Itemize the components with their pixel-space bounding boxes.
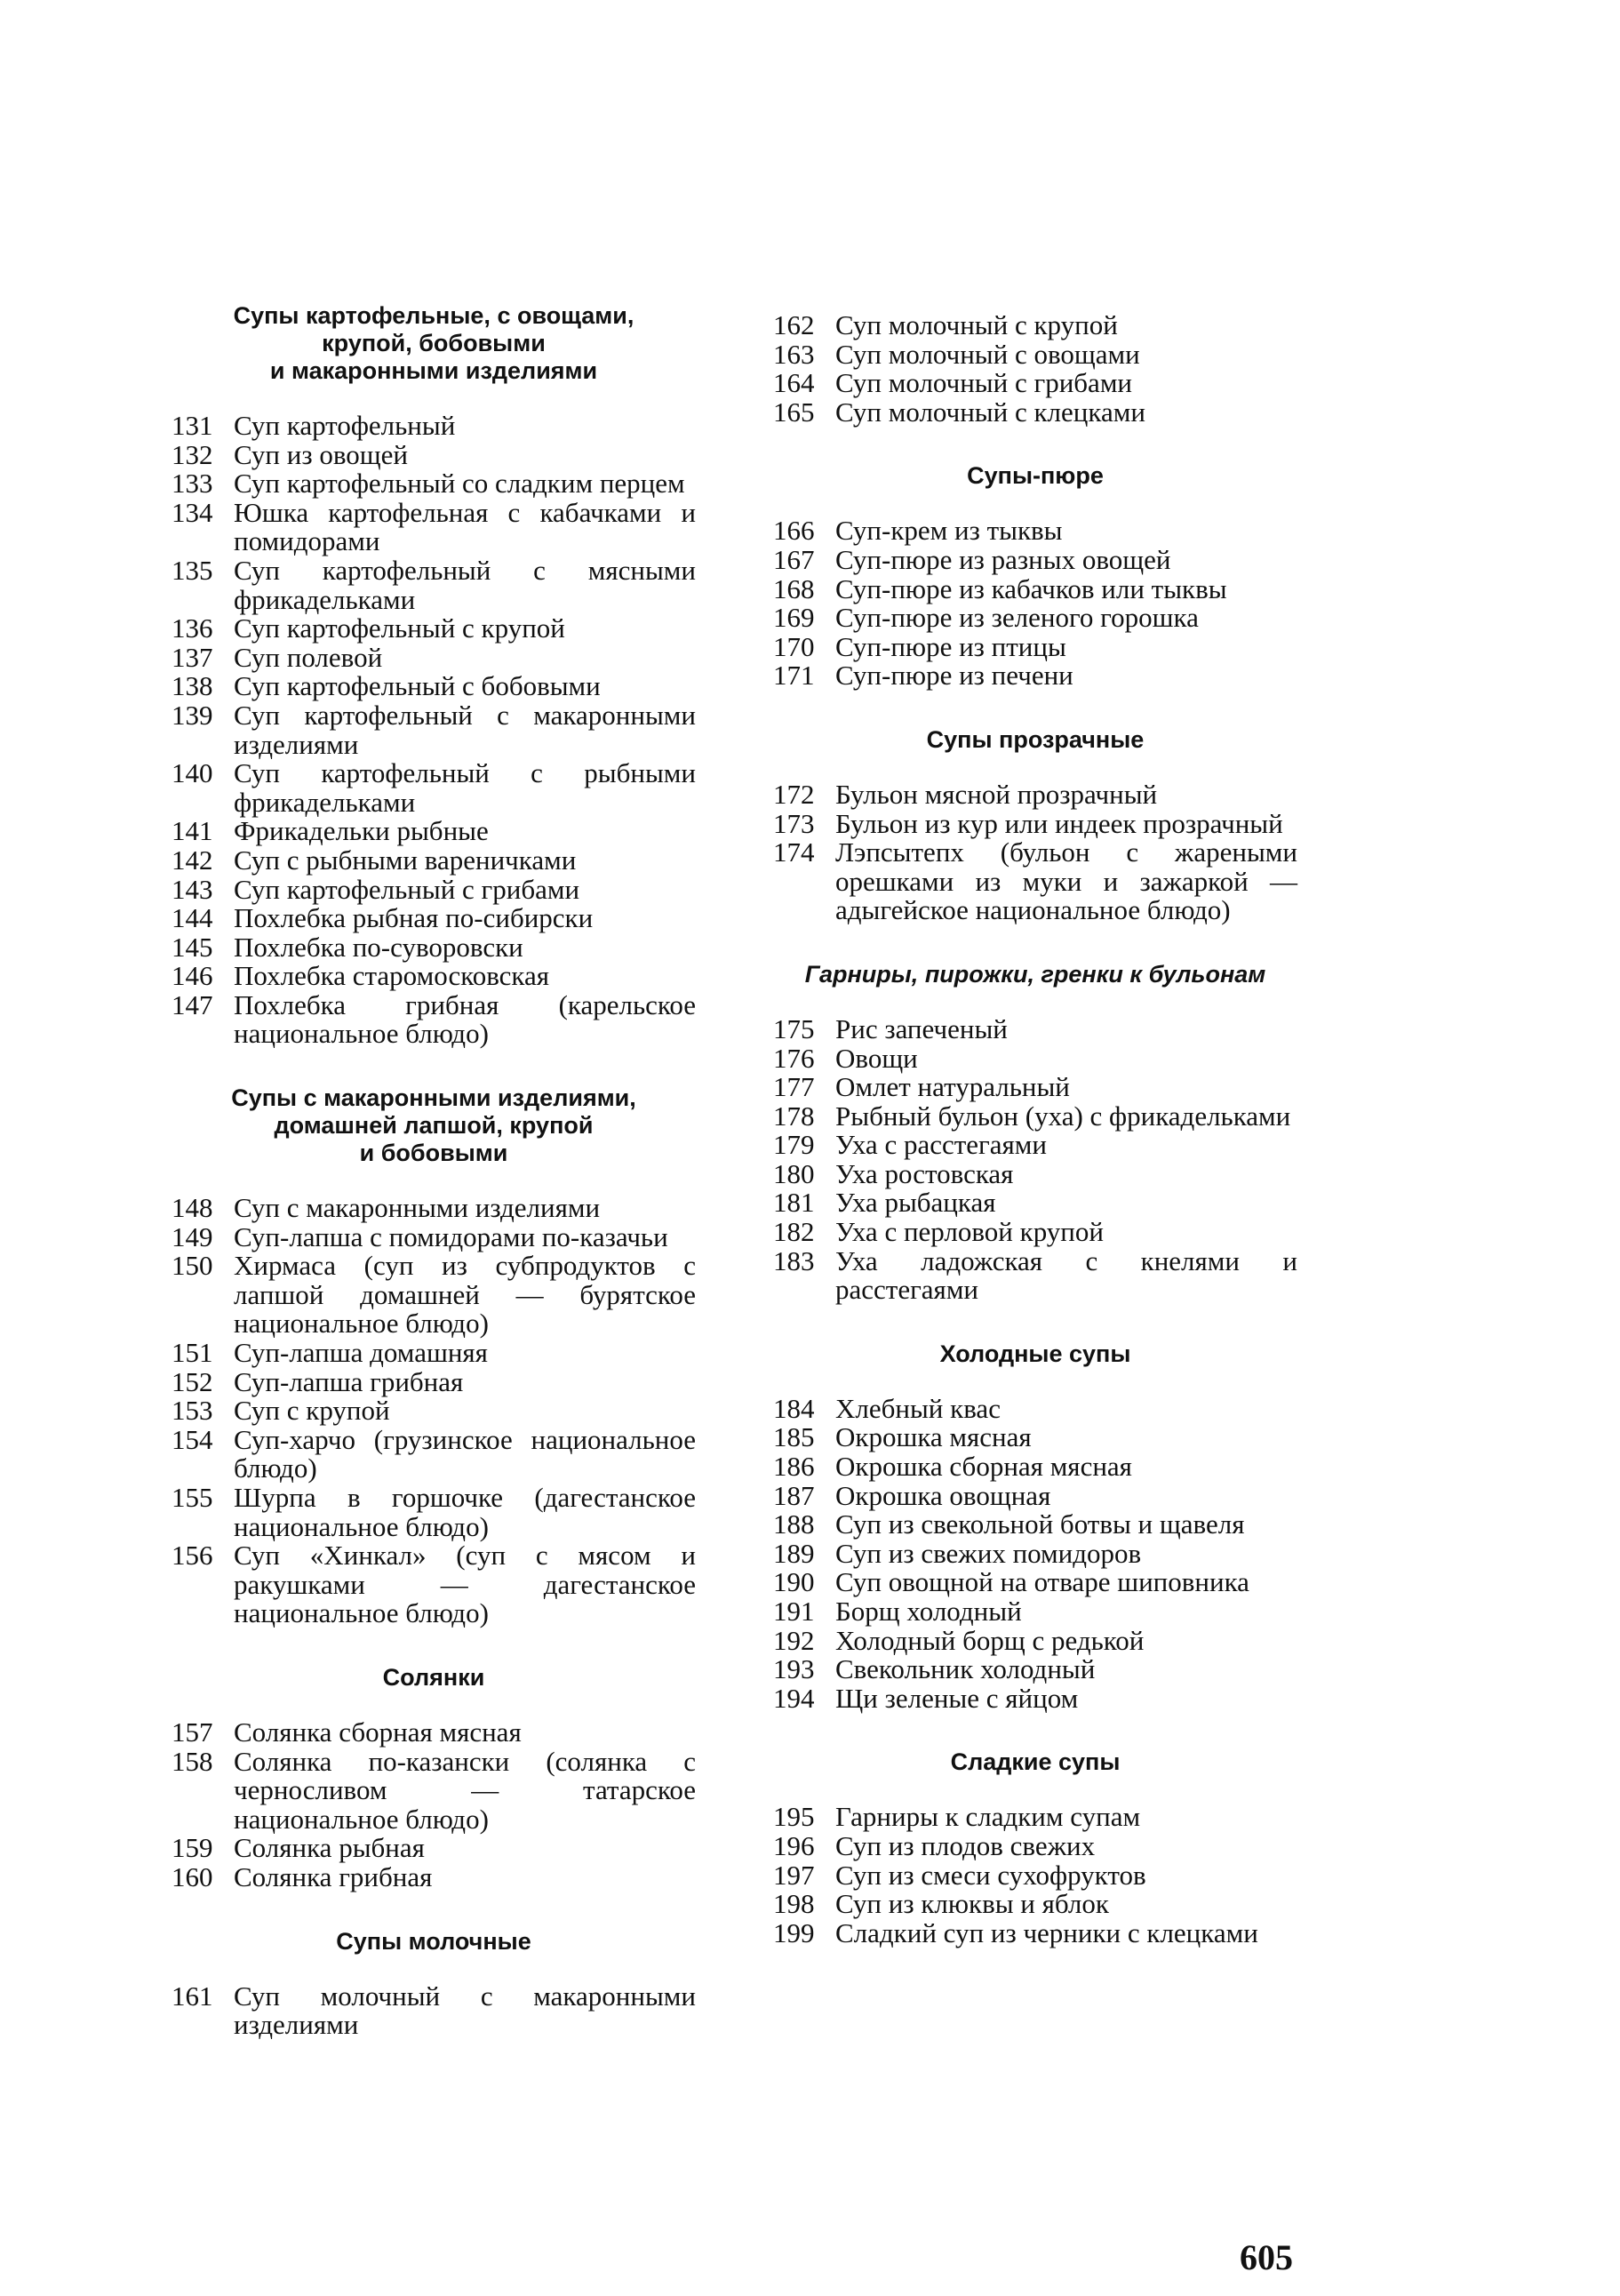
recipe-number: 198: [773, 1888, 815, 1920]
section: [773, 1748, 1297, 1948]
recipe-entry: [172, 962, 696, 991]
recipe-entry: [172, 988, 696, 1050]
recipe-number: 140: [172, 757, 213, 789]
recipe-entry: [773, 1073, 1297, 1102]
recipe-title: Суп картофельный с бобовыми: [234, 670, 601, 702]
section-title: [773, 462, 1297, 490]
recipe-title: Суп-харчо (грузинское национальное блюдо): [234, 1423, 696, 1484]
recipe-number: 194: [773, 1682, 815, 1714]
recipe-entry: [773, 1131, 1297, 1160]
recipe-number: 173: [773, 807, 815, 839]
section-title-line: и бобовыми: [359, 1140, 508, 1167]
recipe-entry: [773, 340, 1297, 370]
recipe-title: Шурпа в горшочке (дагестанское национальное блюдо): [234, 1482, 696, 1542]
recipe-number: 186: [773, 1451, 815, 1483]
recipe-entry: [773, 1655, 1297, 1684]
recipe-entry: [773, 807, 1297, 839]
recipe-title: Суп-пюре из кабачков или тыквы: [835, 572, 1227, 604]
recipe-number: 185: [773, 1421, 815, 1453]
recipe-number: 174: [773, 836, 815, 868]
recipe-number: 158: [172, 1745, 213, 1777]
recipe-number: 145: [172, 931, 213, 963]
recipe-number: 177: [773, 1071, 815, 1103]
recipe-entry: [773, 1392, 1297, 1424]
section-title: [172, 1084, 696, 1167]
recipe-title: Уха с расстегаями: [835, 1129, 1047, 1161]
recipe-title: Суп молочный с клецками: [835, 396, 1145, 428]
recipe-number: 132: [172, 438, 213, 470]
recipe-entry: [773, 1044, 1297, 1074]
section-title-line: и макаронными изделиями: [269, 357, 598, 384]
recipe-title: Бульон из кур или индеек прозрачный: [835, 807, 1283, 839]
recipe-title: Омлет натуральный: [835, 1071, 1070, 1103]
recipe-entry: [773, 1218, 1297, 1247]
recipe-number: 151: [172, 1337, 213, 1369]
recipe-title: Суп с макаронными изделиями: [234, 1192, 601, 1224]
recipe-number: 191: [773, 1596, 815, 1627]
recipe-entry: [172, 873, 696, 905]
recipe-title: Суп-пюре из зеленого горошка: [835, 602, 1199, 634]
recipe-entry: [172, 817, 696, 846]
recipe-number: 155: [172, 1482, 213, 1513]
recipe-title: Окрошка овощная: [835, 1479, 1051, 1511]
recipe-entry: [773, 1157, 1297, 1189]
recipe-title: Суп картофельный с мясными фрикадельками: [234, 554, 696, 615]
recipe-title: Хлебный квас: [835, 1392, 1001, 1424]
recipe-entry: [172, 412, 696, 441]
recipe-entry: [172, 759, 696, 817]
recipe-entry: [172, 672, 696, 701]
recipe-number: 178: [773, 1100, 815, 1132]
recipe-entry: [172, 438, 696, 470]
recipe-title: Суп из клюквы и яблок: [835, 1888, 1109, 1920]
recipe-entry: [172, 1252, 696, 1339]
recipe-title: Суп полевой: [234, 641, 383, 673]
recipe-entry: [773, 1890, 1297, 1919]
recipe-title: Уха с перловой крупой: [835, 1216, 1104, 1248]
recipe-number: 193: [773, 1653, 815, 1685]
recipe-entry: [773, 543, 1297, 575]
recipe-title: Гарниры к сладким супам: [835, 1801, 1141, 1833]
recipe-entry: [773, 398, 1297, 428]
recipe-number: 153: [172, 1395, 213, 1427]
recipe-entry: [773, 1568, 1297, 1597]
recipe-title: Суп-пюре из разных овощей: [835, 543, 1171, 575]
recipe-title: Окрошка сборная мясная: [835, 1451, 1132, 1483]
recipe-title: Суп-пюре из печени: [835, 660, 1073, 692]
recipe-number: 138: [172, 670, 213, 702]
recipe-entry: [172, 1834, 696, 1863]
recipe-title: Суп картофельный: [234, 410, 456, 441]
recipe-title: Суп из смеси сухофруктов: [835, 1859, 1146, 1891]
recipe-title: Бульон мясной прозрачный: [835, 778, 1158, 810]
recipe-number: 144: [172, 902, 213, 934]
recipe-number: 187: [773, 1479, 815, 1511]
recipe-number: 169: [773, 602, 815, 634]
section: [773, 462, 1297, 691]
section-title-line: Солянки: [382, 1663, 485, 1691]
recipe-entry: [773, 1916, 1297, 1948]
recipe-entry: [172, 1745, 696, 1835]
recipe-number: 141: [172, 815, 213, 847]
section-title-line: Супы прозрачные: [926, 725, 1145, 753]
recipe-entry: [773, 311, 1297, 340]
recipe-entry: [172, 1339, 696, 1368]
recipe-number: 133: [172, 468, 213, 500]
recipe-number: 196: [773, 1829, 815, 1861]
recipe-entry: [172, 1484, 696, 1541]
recipe-entry: [172, 1718, 696, 1748]
recipe-title: Суп «Хинкал» (суп с мясом и ракушками — дагестанское национальное блюдо): [234, 1540, 696, 1629]
recipe-number: 164: [773, 367, 815, 399]
recipe-entry: [773, 1684, 1297, 1714]
recipe-number: 165: [773, 396, 815, 428]
recipe-number: 179: [773, 1129, 815, 1161]
recipe-number: 197: [773, 1859, 815, 1891]
section-title: [773, 726, 1297, 754]
recipe-entry: [773, 1597, 1297, 1627]
recipe-entry: [172, 846, 696, 876]
recipe-number: 134: [172, 496, 213, 528]
recipe-title: Суп картофельный со сладким перцем: [234, 468, 685, 500]
recipe-title: Суп-лапша грибная: [234, 1365, 464, 1397]
recipe-number: 150: [172, 1250, 213, 1282]
recipe-number: 162: [773, 309, 815, 340]
recipe-number: 192: [773, 1624, 815, 1656]
recipe-entry: [773, 1423, 1297, 1452]
recipe-title: Суп из овощей: [234, 438, 408, 470]
recipe-title: Суп молочный с овощами: [835, 338, 1140, 370]
recipe-title: Рис запеченый: [835, 1012, 1008, 1044]
recipe-title: Уха рыбацкая: [835, 1187, 996, 1219]
recipe-title: Суп молочный с крупой: [835, 309, 1118, 340]
recipe-entry: [773, 516, 1297, 546]
recipe-number: 157: [172, 1716, 213, 1748]
recipe-entry: [172, 1396, 696, 1426]
right-column: [773, 302, 1297, 1983]
section: [773, 961, 1297, 1305]
recipe-entry: [773, 1012, 1297, 1044]
recipe-title: Суп картофельный с грибами: [234, 873, 580, 905]
recipe-entry: [172, 1423, 696, 1484]
section-title-line: Гарниры, пирожки, гренки к бульонам: [804, 960, 1266, 988]
recipe-number: 152: [172, 1365, 213, 1397]
recipe-number: 171: [773, 660, 815, 692]
recipe-title: Солянка по-казански (солянка с черносливом — татарское национальное блюдо): [234, 1745, 696, 1835]
recipe-number: 161: [172, 1980, 213, 2012]
section-title: [172, 1664, 696, 1692]
recipe-entry: [172, 1541, 696, 1628]
left-column: [172, 302, 696, 2076]
recipe-number: 142: [172, 844, 213, 876]
section-title-line: крупой, бобовыми: [322, 330, 546, 356]
recipe-entry: [773, 1452, 1297, 1482]
recipe-title: Уха ростовская: [835, 1157, 1014, 1189]
recipe-entry: [172, 641, 696, 673]
recipe-title: Солянка рыбная: [234, 1832, 425, 1864]
recipe-number: 168: [773, 572, 815, 604]
section: [773, 726, 1297, 925]
recipe-number: 170: [773, 630, 815, 662]
recipe-number: 131: [172, 410, 213, 441]
recipe-title: Суп-лапша домашняя: [234, 1337, 488, 1369]
recipe-title: Похлебка старомосковская: [234, 960, 550, 992]
recipe-number: 146: [172, 960, 213, 992]
recipe-number: 176: [773, 1042, 815, 1074]
recipe-title: Суп картофельный с крупой: [234, 612, 565, 644]
section: [773, 1340, 1297, 1714]
recipe-entry: [172, 1982, 696, 2040]
recipe-number: 159: [172, 1832, 213, 1864]
section-title-line: Холодные супы: [939, 1340, 1131, 1367]
recipe-entry: [172, 556, 696, 614]
recipe-entry: [773, 369, 1297, 398]
recipe-entry: [773, 1244, 1297, 1306]
recipe-number: 188: [773, 1508, 815, 1540]
section-title: [172, 1928, 696, 1956]
recipe-entry: [172, 1220, 696, 1252]
recipe-number: 154: [172, 1423, 213, 1455]
section-title: [773, 1340, 1297, 1368]
recipe-entry: [773, 838, 1297, 925]
recipe-title: Суп из свекольной ботвы и щавеля: [835, 1508, 1245, 1540]
recipe-entry: [773, 604, 1297, 633]
recipe-number: 156: [172, 1540, 213, 1572]
recipe-title: Щи зеленые с яйцом: [835, 1682, 1079, 1714]
recipe-number: 135: [172, 554, 213, 586]
recipe-number: 172: [773, 778, 815, 810]
recipe-entry: [773, 1188, 1297, 1218]
recipe-entry: [172, 496, 696, 557]
recipe-number: 189: [773, 1537, 815, 1569]
recipe-title: Рыбный бульон (уха) с фрикадельками: [835, 1100, 1291, 1132]
recipe-title: Суп картофельный с рыбными фрикадельками: [234, 757, 696, 818]
recipe-entry: [172, 1194, 696, 1223]
recipe-number: 163: [773, 338, 815, 370]
recipe-title: Суп-пюре из птицы: [835, 630, 1066, 662]
recipe-entry: [172, 1860, 696, 1892]
recipe-number: 182: [773, 1216, 815, 1248]
recipe-title: Похлебка грибная (карельское национальное блюдо): [234, 988, 696, 1050]
recipe-number: 147: [172, 988, 213, 1020]
recipe-title: Суп с рыбными вареничками: [234, 844, 577, 876]
page-number: 605: [1240, 2237, 1293, 2277]
recipe-number: 180: [773, 1157, 815, 1189]
section: [773, 311, 1297, 427]
section: [172, 1084, 696, 1628]
section: [172, 1928, 696, 2040]
recipe-entry: [773, 1803, 1297, 1832]
recipe-title: Юшка картофельная с кабачками и помидорами: [234, 496, 696, 557]
recipe-entry: [773, 1479, 1297, 1511]
recipe-entry: [773, 1861, 1297, 1891]
recipe-number: 149: [172, 1220, 213, 1252]
recipe-entry: [172, 469, 696, 499]
section-title-line: Супы картофельные, с овощами,: [233, 302, 634, 329]
recipe-number: 190: [773, 1566, 815, 1598]
recipe-title: Похлебка по-суворовски: [234, 931, 523, 963]
recipe-entry: [172, 1365, 696, 1397]
recipe-number: 148: [172, 1192, 213, 1224]
section-title-line: Супы с макаронными изделиями,: [231, 1084, 636, 1112]
recipe-number: 181: [773, 1187, 815, 1219]
recipe-title: Фрикадельки рыбные: [234, 815, 489, 847]
section: [172, 302, 696, 1049]
recipe-title: Суп молочный с грибами: [835, 367, 1133, 399]
recipe-entry: [773, 661, 1297, 691]
recipe-entry: [172, 904, 696, 933]
recipe-entry: [773, 1624, 1297, 1656]
recipe-title: Лэпсытепх (бульон с жареными орешками из муки и зажаркой — адыгейское национальное блюдо): [835, 836, 1297, 926]
recipe-number: 195: [773, 1801, 815, 1833]
recipe-entry: [172, 701, 696, 759]
recipe-title: Хирмаса (суп из субпродуктов с лапшой домашней — бурятское национальное блюдо): [234, 1250, 696, 1340]
recipe-title: Окрошка мясная: [835, 1421, 1032, 1453]
recipe-title: Свекольник холодный: [835, 1653, 1096, 1685]
recipe-title: Сладкий суп из черники с клецками: [835, 1916, 1258, 1948]
recipe-entry: [773, 1829, 1297, 1861]
recipe-title: Похлебка рыбная по-сибирски: [234, 902, 594, 934]
recipe-number: 143: [172, 873, 213, 905]
recipe-title: Суп-крем из тыквы: [835, 515, 1063, 547]
recipe-title: Овощи: [835, 1042, 918, 1074]
recipe-title: Суп с крупой: [234, 1395, 390, 1427]
recipe-title: Суп из свежих помидоров: [835, 1537, 1142, 1569]
section-title-line: Супы молочные: [336, 1927, 531, 1955]
recipe-entry: [773, 1102, 1297, 1132]
section-title: [773, 961, 1297, 988]
recipe-entry: [773, 630, 1297, 662]
section-title: [773, 1748, 1297, 1776]
recipe-number: 137: [172, 641, 213, 673]
section: [172, 1664, 696, 1892]
recipe-title: Суп овощной на отваре шиповника: [835, 1566, 1249, 1598]
recipe-number: 167: [773, 543, 815, 575]
recipe-number: 160: [172, 1860, 213, 1892]
recipe-entry: [773, 1510, 1297, 1540]
recipe-entry: [773, 780, 1297, 810]
recipe-number: 136: [172, 612, 213, 644]
recipe-entry: [773, 1537, 1297, 1569]
section-title-line: Сладкие супы: [950, 1748, 1121, 1776]
section-title: [172, 302, 696, 385]
recipe-number: 199: [773, 1916, 815, 1948]
recipe-number: 183: [773, 1244, 815, 1276]
recipe-title: Солянка сборная мясная: [234, 1716, 522, 1748]
recipe-title: Суп молочный с макаронными изделиями: [234, 1980, 696, 2041]
section-title-line: Супы-пюре: [967, 462, 1104, 490]
recipe-number: 166: [773, 515, 815, 547]
recipe-number: 139: [172, 699, 213, 731]
recipe-entry: [172, 933, 696, 963]
recipe-title: Борщ холодный: [835, 1596, 1022, 1627]
recipe-entry: [773, 572, 1297, 604]
section-title-line: домашней лапшой, крупой: [274, 1112, 594, 1140]
recipe-number: 175: [773, 1012, 815, 1044]
recipe-number: 184: [773, 1392, 815, 1424]
recipe-title: Суп из плодов свежих: [835, 1829, 1096, 1861]
recipe-title: Холодный борщ с редькой: [835, 1624, 1145, 1656]
recipe-title: Суп-лапша с помидорами по-казачьи: [234, 1220, 668, 1252]
recipe-title: Суп картофельный с макаронными изделиями: [234, 699, 696, 760]
recipe-entry: [172, 614, 696, 644]
recipe-title: Уха ладожская с кнелями и расстегаями: [835, 1244, 1297, 1306]
recipe-title: Солянка грибная: [234, 1860, 433, 1892]
